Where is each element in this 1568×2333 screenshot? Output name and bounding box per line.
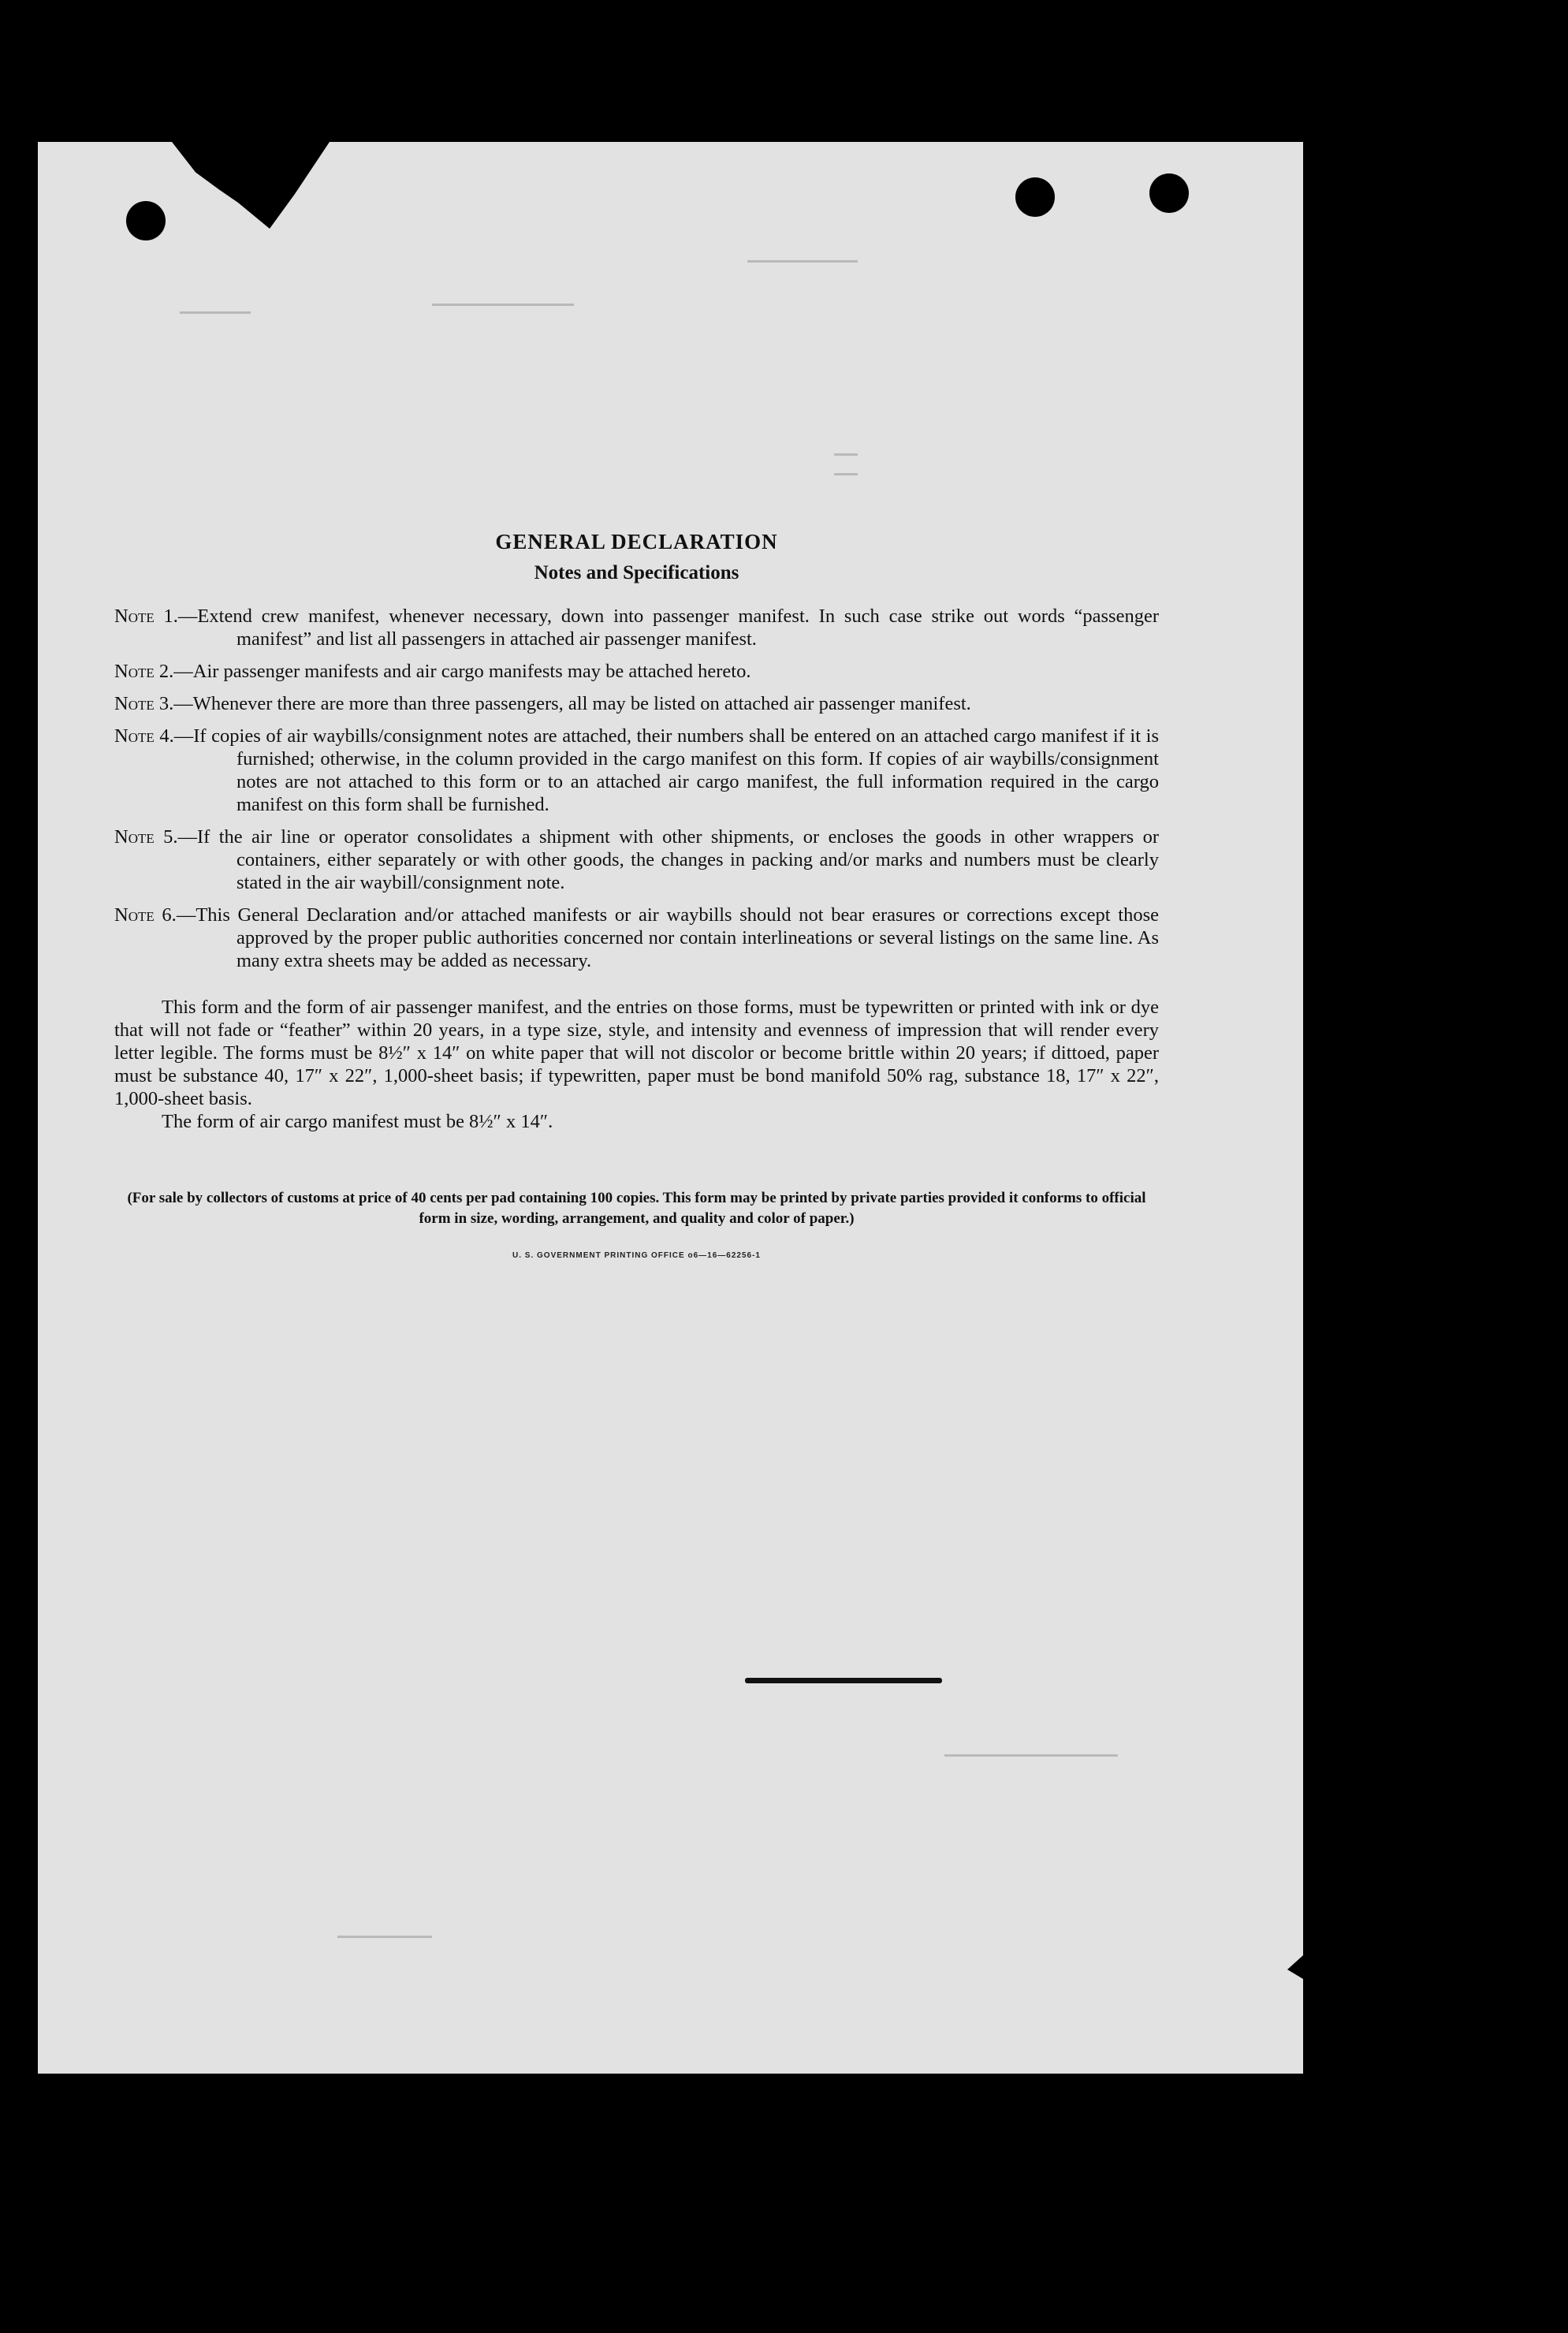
page-subtitle: Notes and Specifications [534, 562, 739, 583]
bleed-through-mark [834, 453, 858, 456]
note-4 [114, 725, 1159, 816]
paper-specification-paragraph: This form and the form of air passenger manifest, and the entries on those forms, must be typewritten or printed with ink or dye that will not fade or “feather” within 20 years, in a type size, style, and intensity and evenness of impression that will render every letter legible. The forms must be 8½″ x 14″ on white paper that will not discolor or become brittle within 20 years; if dittoed, paper must be substance 40, 17″ x 22″, 1,000-sheet basis; if typewritten, paper must be bond manifold 50% rag, substance 18, 17″ x 22″, 1,000-sheet basis. [114, 997, 1159, 1109]
note-6 [114, 904, 1159, 972]
page-title: GENERAL DECLARATION [495, 530, 778, 553]
note-text: —If the air line or operator consolidates a shipment with other shipments, or encloses the goods in other wrappers or containers, either separately or with other goods, the changes in packing and/or marks and numbers must be clearly stated in the air waybill/consignment note. [177, 826, 1159, 893]
printer-imprint: U. S. GOVERNMENT PRINTING OFFICE o6—16—62256-1 [512, 1251, 761, 1260]
note-3 [114, 692, 1159, 715]
note-text: —If copies of air waybills/consignment notes are attached, their numbers shall be entered on an attached cargo manifest if it is furnished; otherwise, in the column provided in the cargo manifest on this form. If copies of air waybills/consignment notes are not attached to this form or to an attached air cargo manifest, the full information required in the cargo manifest on this form shall be furnished. [173, 725, 1159, 815]
bleed-through-mark [944, 1754, 1118, 1757]
note-text: —Whenever there are more than three passengers, all may be listed on attached air passenger manifest. [173, 693, 971, 714]
bleed-through-mark [834, 473, 858, 475]
punch-hole-right-2 [1149, 173, 1189, 213]
note-text: —This General Declaration and/or attached manifests or air waybills should not bear erasures or corrections except those approved by the proper public authorities concerned nor contain interlineations or several listings on the same line. As many extra sheets may be added as necessary. [176, 904, 1159, 971]
bleed-through-mark [180, 311, 251, 314]
note-5 [114, 825, 1159, 894]
punch-hole-left [126, 201, 166, 240]
note-label: Note 2. [114, 661, 174, 682]
cargo-manifest-size-paragraph: The form of air cargo manifest must be 8½″ x 14″. [162, 1111, 553, 1132]
note-1 [114, 605, 1159, 650]
sale-notice: (For sale by collectors of customs at price of 40 cents per pad containing 100 copies. This form may be printed by private parties provided it conforms to official form in size, wording, arrangement, and quality and color of paper.) [127, 1190, 1146, 1227]
bleed-through-mark [337, 1936, 432, 1938]
punch-hole-right-1 [1015, 177, 1055, 217]
ink-stroke-mark [745, 1678, 942, 1683]
note-text: —Air passenger manifests and air cargo manifests may be attached hereto. [173, 661, 751, 682]
torn-corner [172, 142, 330, 229]
edge-notch [1287, 1955, 1303, 1979]
note-label: Note 4. [114, 725, 174, 747]
note-text: —Extend crew manifest, whenever necessary, down into passenger manifest. In such case strike out words “passenger manifest” and list all passengers in attached air passenger manifest. [177, 606, 1160, 650]
note-label: Note 5. [114, 826, 178, 848]
note-label: Note 1. [114, 606, 178, 627]
declaration-body [114, 530, 1159, 1260]
note-label: Note 6. [114, 904, 177, 926]
note-2 [114, 660, 1159, 683]
bleed-through-mark [432, 304, 574, 306]
note-label: Note 3. [114, 693, 174, 714]
bleed-through-mark [747, 260, 858, 263]
